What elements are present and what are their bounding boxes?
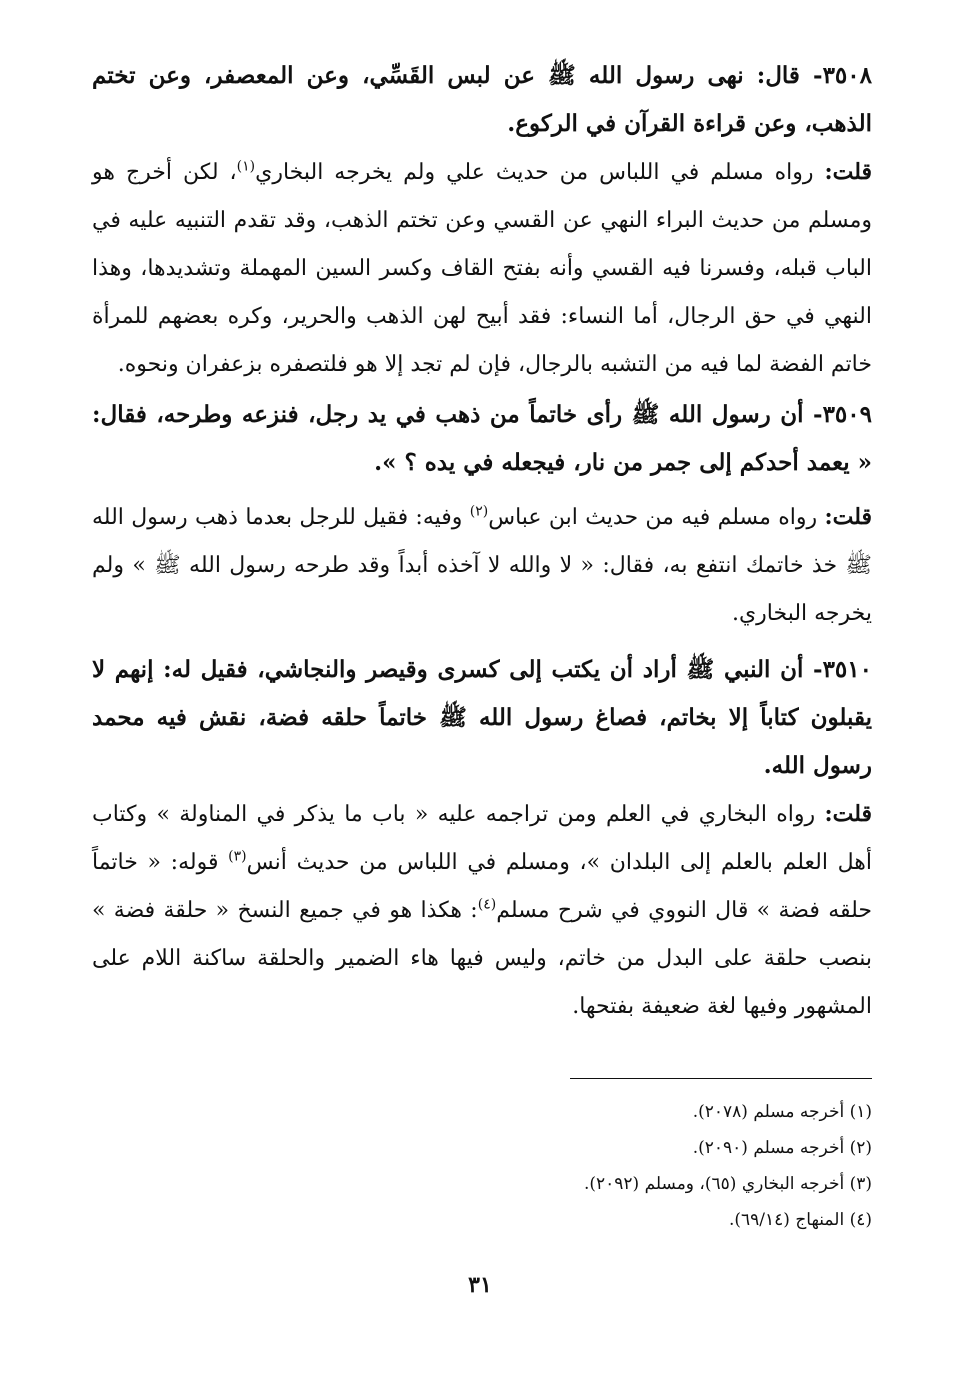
hadith-text: أن النبي ﷺ أراد أن يكتب إلى كسرى وقيصر والنجاشي، فقيل له: إنهم لا يقبلون كتاباً إلا بخاتم، فصاغ رسول الله ﷺ خاتماً حلقه فضة، نقش فيه محمد رسول الله. xyxy=(92,656,872,779)
commentary-text: ، لكن أخرج هو ومسلم من حديث البراء النهي عن القسي وعن تختم الذهب، وقد تقدم التنبيه عليه في الباب قبله، وفسرنا فيه القسي وأنه بفتح القاف وكسر السين المهملة وتشديدها، وهذا النهي في حق الرجال، أما النساء: فقد أبيح لهن الذهب والحرير، وكره بعضهم للمرأة خاتم الفضة لما فيه من التشبه بالرجال، فإن لم تجد إلا هو فلتصفره بزعفران ونحوه. xyxy=(92,160,872,377)
commentary-label: قلت: xyxy=(824,504,872,530)
footnote-divider xyxy=(570,1078,872,1079)
footnote-ref[interactable]: (٢) xyxy=(469,503,489,520)
footnote-item: (٤) المنهاج (٦٩/١٤). xyxy=(728,1210,872,1230)
footnote-item: (٢) أخرجه مسلم (٢٠٩٠). xyxy=(692,1138,872,1158)
footnote-ref[interactable]: (١) xyxy=(236,158,256,175)
hadith-3510 xyxy=(92,646,872,790)
commentary-label: قلت: xyxy=(824,159,872,185)
footnote-item: (٣) أخرجه البخاري (٦٥)، ومسلم (٢٠٩٢). xyxy=(583,1174,872,1194)
footnote-item: (١) أخرجه مسلم (٢٠٧٨). xyxy=(692,1102,872,1122)
hadith-number: ٣٥٠٩- xyxy=(813,401,872,428)
commentary-3508 xyxy=(92,148,872,389)
hadith-text: أن رسول الله ﷺ رأى خاتماً من ذهب في يد رجل، فنزعه وطرحه، فقال: « يعمد أحدكم إلى جمر من نار، فيجعله في يده ؟ ». xyxy=(92,401,872,476)
commentary-text: رواه البخاري في العلم ومن تراجمه عليه « باب ما يذكر في المناولة » وكتاب أهل العلم بالعلم إلى البلدان »، ومسلم في اللباس من حديث أنس xyxy=(92,802,872,875)
hadith-3509 xyxy=(92,391,872,487)
page-number: ٣١ xyxy=(468,1272,492,1298)
page-body xyxy=(92,52,872,1033)
commentary-3510 xyxy=(92,790,872,1031)
commentary-text: رواه مسلم في اللباس من حديث علي ولم يخرجه البخاري xyxy=(255,160,825,185)
commentary-text: قوله: « خاتماً حلقه فضة » قال النووي في شرح مسلم xyxy=(92,850,873,923)
commentary-label: قلت: xyxy=(824,801,872,827)
hadith-number: ٣٥١٠- xyxy=(813,656,872,683)
footnote-ref[interactable]: (٤) xyxy=(477,896,497,913)
commentary-3509 xyxy=(92,493,872,638)
footnotes xyxy=(172,1094,872,1238)
hadith-text: قال: نهى رسول الله ﷺ عن لبس القَسِّي، وعن المعصفر، وعن تختم الذهب، وعن قراءة القرآن في الركوع. xyxy=(92,62,872,137)
hadith-number: ٣٥٠٨- xyxy=(813,62,872,89)
footnote-ref[interactable]: (٣) xyxy=(228,848,247,865)
commentary-text: وفيه: فقيل للرجل بعدما ذهب رسول الله ﷺ خذ خاتمك انتفع به، فقال: « لا والله لا آخذه أبداً وقد طرحه رسول الله ﷺ » ولم يخرجه البخاري. xyxy=(92,505,872,626)
commentary-text: رواه مسلم فيه من حديث ابن عباس xyxy=(488,505,825,530)
commentary-text: : هكذا هو في جميع النسخ « حلقة فضة » بنصب حلقة على البدل من خاتم، وليس فيها هاء الضمير والحلقة ساكنة اللام على المشهور وفيها لغة ضعيفة بفتحها. xyxy=(92,898,872,1019)
hadith-3508 xyxy=(92,52,872,148)
